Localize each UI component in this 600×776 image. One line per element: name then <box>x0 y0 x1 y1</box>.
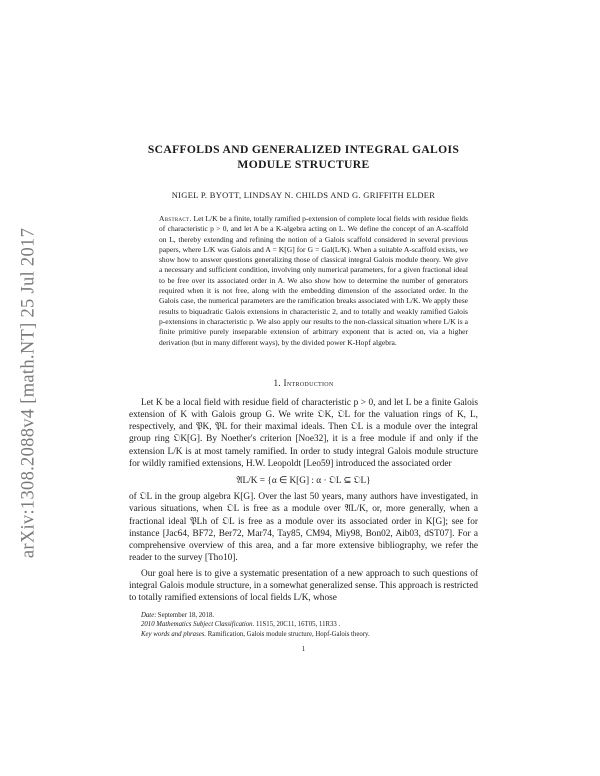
associated-order-equation: 𝔄L/K = {α ∈ K[G] : α · 𝔒L ⊆ 𝔒L} <box>236 476 371 487</box>
paper-title: SCAFFOLDS AND GENERALIZED INTEGRAL GALOIS MODULE STRUCTURE <box>147 143 460 171</box>
paragraph: Let K be a local field with residue field of characteristic p > 0, and let L be a finite Galois extension of K with Galois group G. We write 𝔒K, 𝔒L for the valuation rings of K, L, respectively, and 𝔓K, 𝔓L for their maximal ideals. Then 𝔒L is a module over the integral group ring 𝔒K[G]. By Noether's criterion [Noe32], it is a free module if and only if the extension L/K is at most tamely ramified. In order to study integral Galois module structure for wildly ramified extensions, H.W. Leopoldt [Leo59] introduced the associated order <box>129 397 478 469</box>
footnote-msc: 2010 Mathematics Subject Classification. 11S15, 20C11, 16T05, 11R33 . <box>141 621 341 629</box>
paragraph: Our goal here is to give a systematic presentation of a new approach to such questions of integral Galois module structure, in a somewhat generalized sense. This approach is restricted to totally ramified extensions of local fields L/K, whose <box>129 568 478 603</box>
arxiv-identifier: arXiv:1308.2088v4 [math.NT] 25 Jul 2017 <box>18 227 39 559</box>
body-text <box>129 397 478 604</box>
footnote-keywords: Key words and phrases. Ramification, Galois module structure, Hopf-Galois theory. <box>141 630 370 638</box>
author-list: NIGEL P. BYOTT, LINDSAY N. CHILDS AND G. GRIFFITH ELDER <box>171 190 436 200</box>
paper-page <box>129 142 478 653</box>
page-number: 1 <box>301 644 306 653</box>
abstract-label: Abstract. <box>159 214 192 223</box>
abstract <box>159 214 468 348</box>
arxiv-sidebar-stamp <box>14 178 44 608</box>
section-heading: 1. Introduction <box>273 377 334 388</box>
abstract-text: Let L/K be a finite, totally ramified p-extension of complete local fields with residue fields of characteristic p > 0, and let A be a K-algebra acting on L. We define the concept of an A-scaffold on L, thereby extending and refining the notion of a Galois scaffold considered in several previous papers, where L/K was Galois and A = K[G] for G = Gal(L/K). When a suitable A-scaffold exists, we show how to answer questions generalizing those of classical integral Galois module theory. We give a necessary and sufficient condition, involving only numerical parameters, for a given fractional ideal to be free over its associated order in A. We also show how to determine the number of generators required when it is not free, along with the embedding dimension of the associated order. In the Galois case, the numerical parameters are the ramification breaks associated with L/K. We apply these results to biquadratic Galois extensions in characteristic 2, and to totally and weakly ramified Galois p-extensions in characteristic p. We also apply our results to the non-classical situation where L/K is a finite primitive purely inseparable extension of arbitrary exponent that is acted on, via a higher derivation (but in many different ways), by the divided power K-Hopf algebra. <box>159 214 468 347</box>
footnotes <box>129 611 478 639</box>
footnote-date: Date: September 18, 2018. <box>141 612 215 620</box>
paragraph: of 𝔒L in the group algebra K[G]. Over the last 50 years, many authors have investigated, in various situations, when 𝔒L is free as a module over 𝔄L/K, or, more generally, when a fractional ideal 𝔓Lh of 𝔒L is free as a module over its associated order in K[G]; see for instance [Jac64, BF72, Ber72, Mar74, Tay85, CM94, Miy98, Bon02, Aib03, dST07]. For a comprehensive overview of this area, and a far more extensive bibliography, we refer the reader to the survey [Tho10]. <box>129 492 478 564</box>
